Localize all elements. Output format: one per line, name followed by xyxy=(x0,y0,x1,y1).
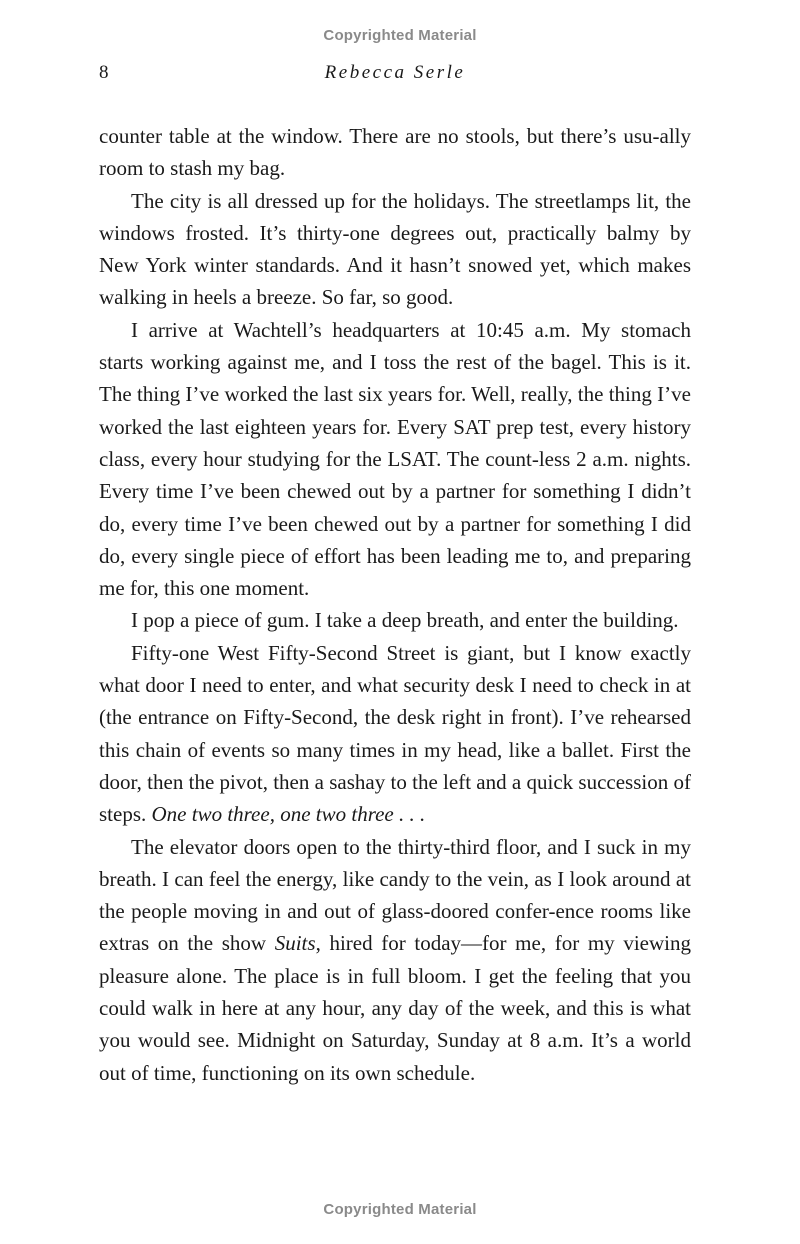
paragraph-text: The elevator doors open to the thirty-third floor, and I suck in my breath. I can feel the energy, like candy to the vein, as I look around at the people moving in and out of glass-doored confer-ence rooms like extras on the show xyxy=(99,834,691,956)
paragraph-2 xyxy=(99,185,691,314)
paragraph-text: , hired for today—for me, for my viewing pleasure alone. The place is in full bloom. I get the feeling that you could walk in here at any hour, any day of the week, and this is what you would see. Midnight on Saturday, Sunday at 8 a.m. It’s a world out of time, functioning on its own schedule. xyxy=(99,931,691,1085)
paragraph-text: counter table at the window. There are no stools, but there’s usu-ally room to stash my bag. xyxy=(99,124,691,181)
paragraph-text: I arrive at Wachtell’s headquarters at 10:45 a.m. My stomach starts working against me, and I toss the rest of the bagel. This is it. The thing I’ve worked the last six years for. Well, really, the thing I’ve worked the last eighteen years for. Every SAT prep test, every history class, every hour studying for the LSAT. The count-less 2 a.m. nights. Every time I’ve been chewed out by a partner for something I didn’t do, every time I’ve been chewed out by a partner for something I did do, every single piece of effort has been leading me to, and preparing me for, this one moment. xyxy=(99,317,691,601)
paragraph-text: Fifty-one West Fifty-Second Street is giant, but I know exactly what door I need to enter, and what security desk I need to check in at (the entrance on Fifty-Second, the desk right in front). I’ve rehearsed this chain of events so many times in my head, like a ballet. First the door, then the pivot, then a sashay to the left and a quick succession of steps. xyxy=(99,640,691,827)
paragraph-5 xyxy=(99,637,691,831)
paragraph-6 xyxy=(99,831,691,1089)
page-number: 8 xyxy=(99,62,109,83)
paragraph-3 xyxy=(99,314,691,605)
running-head xyxy=(99,62,691,86)
italic-phrase: One two three, one two three . . . xyxy=(151,802,426,827)
body-text xyxy=(99,120,691,1089)
copyright-watermark-bottom: Copyrighted Material xyxy=(323,1201,477,1218)
author-name: Rebecca Serle xyxy=(324,62,466,83)
copyright-watermark-top: Copyrighted Material xyxy=(323,27,477,44)
paragraph-text: The city is all dressed up for the holidays. The streetlamps lit, the windows frosted. It’s thirty-one degrees out, practically balmy by New York winter standards. And it hasn’t snowed yet, which makes walking in heels a breeze. So far, so good. xyxy=(99,188,691,310)
paragraph-1 xyxy=(99,120,691,185)
show-title: Suits xyxy=(274,931,316,956)
paragraph-4 xyxy=(99,604,691,636)
paragraph-text: I pop a piece of gum. I take a deep breath, and enter the building. xyxy=(131,608,679,633)
